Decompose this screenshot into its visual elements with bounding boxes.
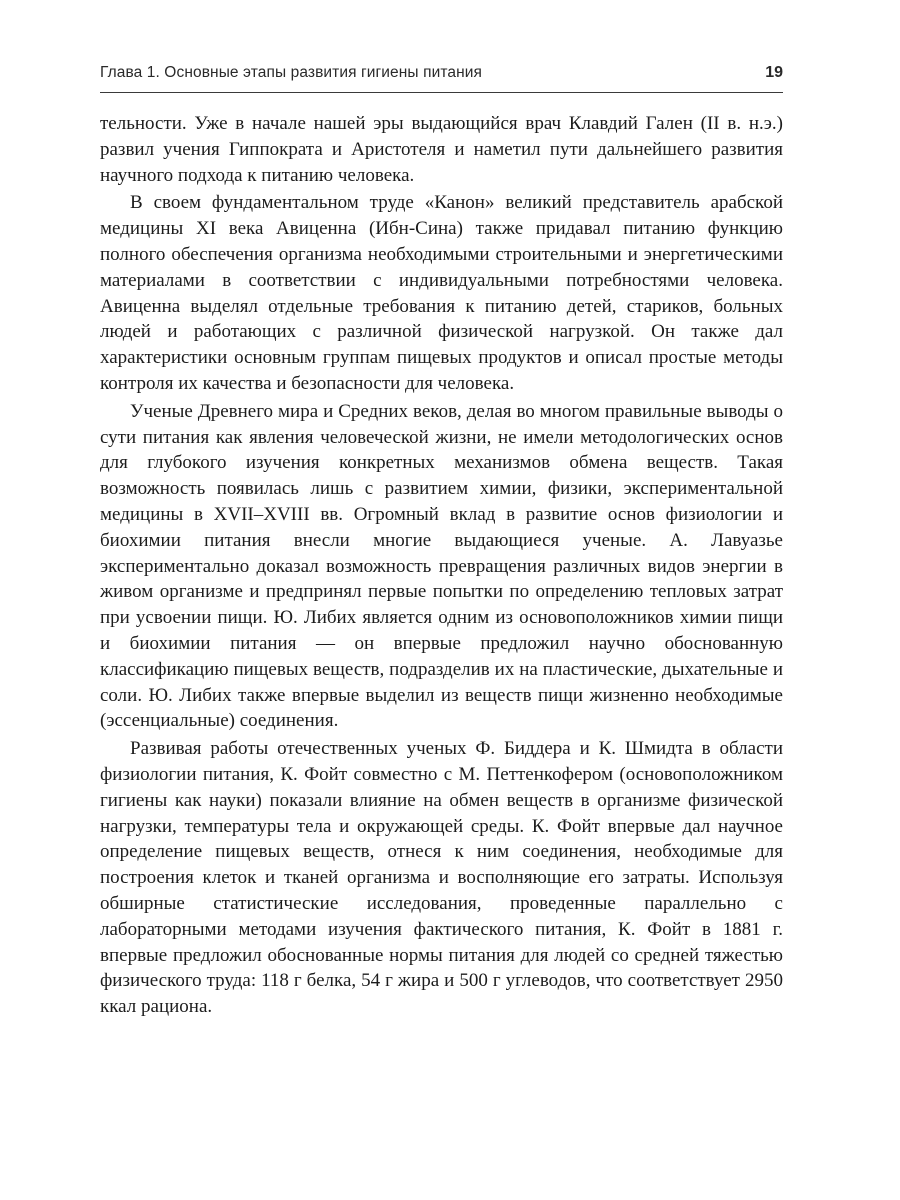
running-head [100,64,783,86]
paragraph-voit: Развивая работы отечественных ученых Ф. Биддера и К. Шмидта в области физиологии питания, К. Фойт совместно с М. Петтенкофером (основоположником гигиены как науки) показали влияние на обмен веществ в организме физической нагрузки, температуры тела и окружающей среды. К. Фойт впервые дал научное определение пищевых веществ, отнеся к ним соединения, необходимые для построения клеток и тканей организма и восполняющие его затраты. Используя обширные статистические исследования, проведенные параллельно с лабораторными методами изучения фактического питания, К. Фойт в 1881 г. впервые предложил обоснованные нормы питания для людей со средней тяжестью физического труда: 118 г белка, 54 г жира и 500 г углеводов, что соответствует 2950 ккал рациона. [100,738,783,1018]
paragraph-continuation: тельности. Уже в начале нашей эры выдающийся врач Клавдий Гален (II в. н.э.) развил учения Гиппократа и Аристотеля и наметил пути дальнейшего развития научного подхода к питанию человека. [100,113,783,186]
paragraph-middle-ages: Ученые Древнего мира и Средних веков, делая во многом правильные выводы о сути питания как явления человеческой жизни, не имели методологических основ для глубокого изучения конкретных механизмов обмена веществ. Такая возможность появилась лишь с развитием химии, физики, экспериментальной медицины в XVII–XVIII вв. Огромный вклад в развитие основ физиологии и биохимии питания внесли многие выдающиеся ученые. А. Лавуазье экспериментально доказал возможность превращения различных видов энергии в живом организме и предпринял первые попытки по определению тепловых затрат при усвоении пищи. Ю. Либих является одним из основоположников химии пищи и биохимии питания — он впервые предложил научно обоснованную классификацию пищевых веществ, подразделив их на пластические, дыхательные и соли. Ю. Либих также впервые выделил из веществ пищи жизненно необходимые (эссенциальные) соединения. [100,400,783,732]
page-number: 19 [765,64,783,81]
header-rule [100,92,783,93]
body-text [100,111,783,1022]
chapter-title: Глава 1. Основные этапы развития гигиены питания [100,64,482,81]
paragraph-avicenna: В своем фундаментальном труде «Канон» великий представитель арабской медицины XI века Авиценна (Ибн-Сина) также придавал питанию функцию полного обеспечения организма необходимыми строительными и энергетическими материалами в соответствии с индивидуальными потребностями человека. Авиценна выделял отдельные требования к питанию детей, стариков, больных людей и работающих с различной физической нагрузкой. Он также дал характеристики основным группам пищевых продуктов и описал простые методы контроля их качества и безопасности для человека. [100,192,783,394]
